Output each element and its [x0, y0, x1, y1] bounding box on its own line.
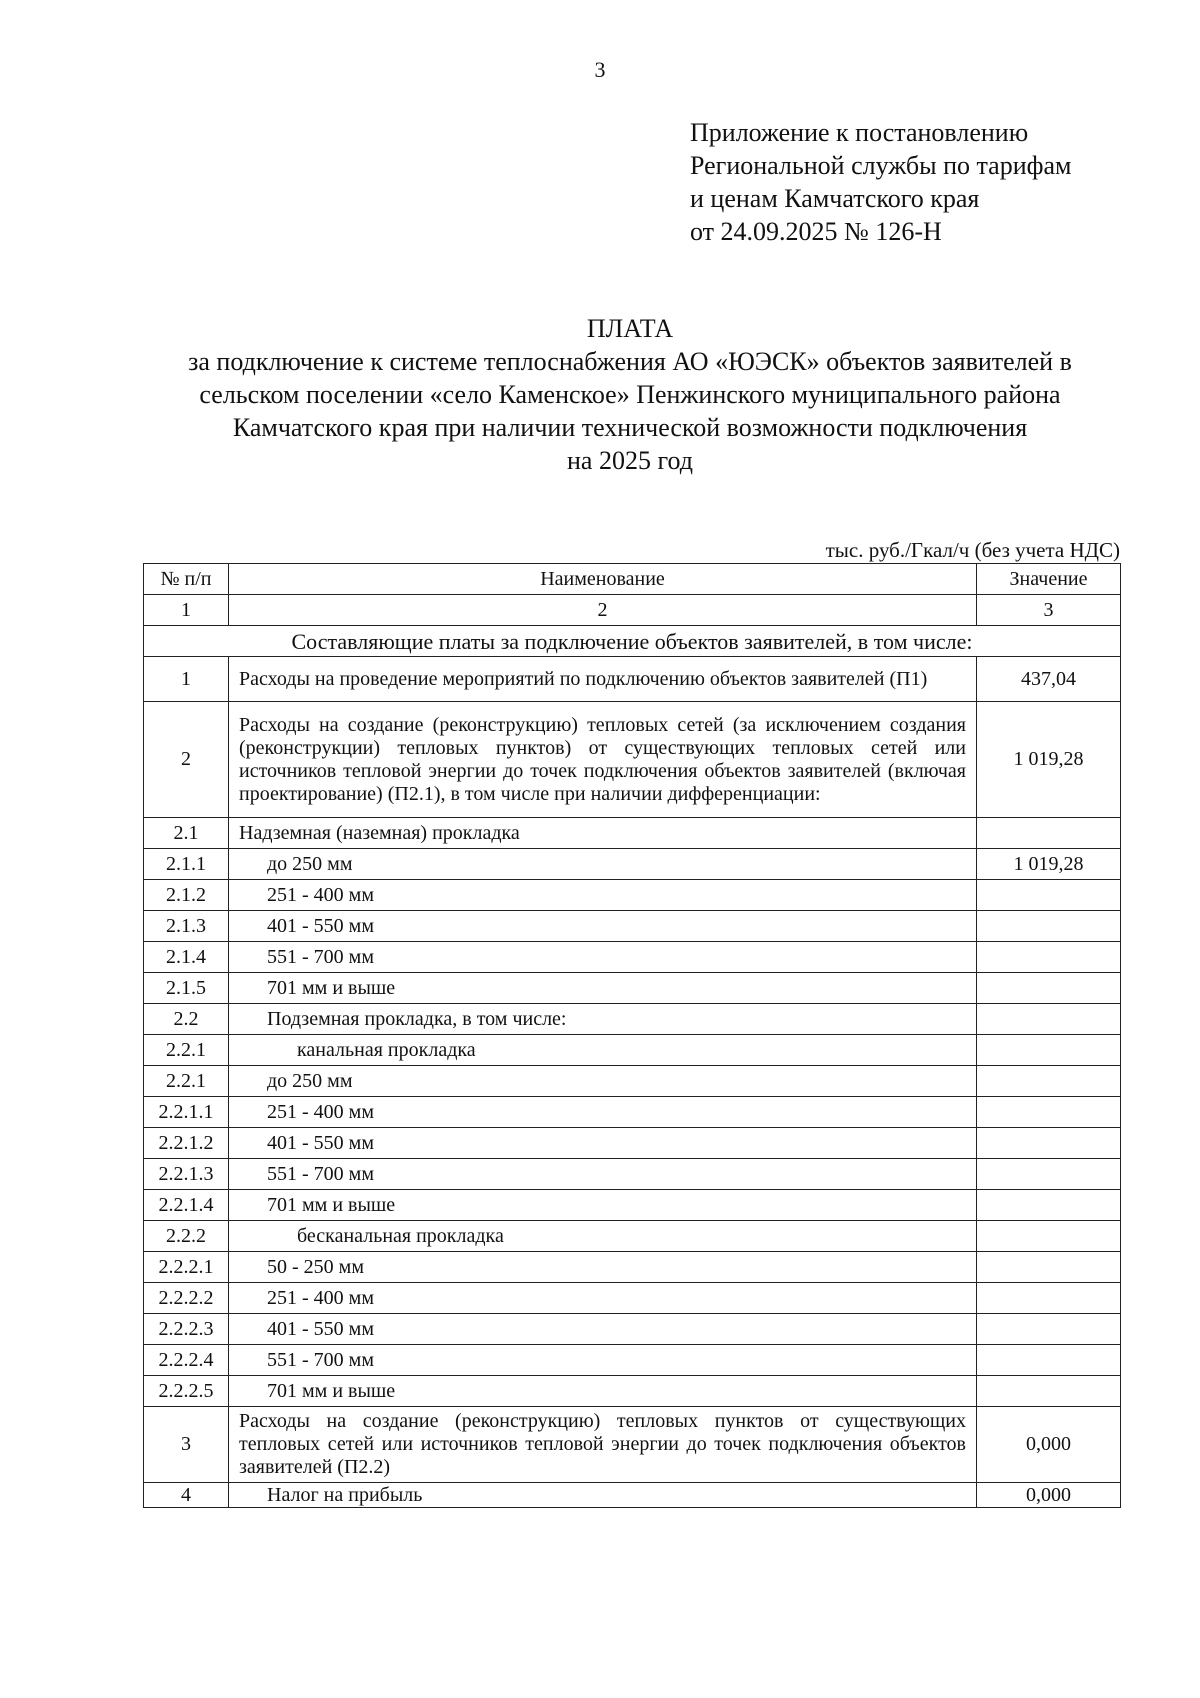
table-row — [144, 702, 1121, 818]
row-number: 2.1.1 — [144, 849, 229, 880]
table-row — [144, 973, 1121, 1004]
row-name: 251 - 400 мм — [229, 1283, 977, 1314]
row-value — [977, 1097, 1121, 1128]
row-name: 701 мм и выше — [229, 1376, 977, 1407]
table-row — [144, 1314, 1121, 1345]
document-title — [120, 312, 1140, 477]
row-name: до 250 мм — [229, 1066, 977, 1097]
table-row — [144, 1035, 1121, 1066]
table-row — [144, 1066, 1121, 1097]
row-value — [977, 818, 1121, 849]
table-row — [144, 1128, 1121, 1159]
row-value — [977, 880, 1121, 911]
row-name: до 250 мм — [229, 849, 977, 880]
row-name: Налог на прибыль — [229, 1483, 977, 1508]
table-row — [144, 1190, 1121, 1221]
row-name: 551 - 700 мм — [229, 942, 977, 973]
row-value — [977, 911, 1121, 942]
appendix-line: Приложение к постановлению — [690, 118, 1029, 147]
table-row — [144, 1159, 1121, 1190]
table-row — [144, 849, 1121, 880]
row-number: 4 — [144, 1483, 229, 1508]
row-number: 1 — [144, 657, 229, 702]
section-title: Составляющие платы за подключение объектов заявителей, в том числе: — [144, 626, 1121, 657]
row-name: канальная прокладка — [229, 1035, 977, 1066]
table-row — [144, 657, 1121, 702]
row-value — [977, 1376, 1121, 1407]
table-row — [144, 818, 1121, 849]
row-name: Расходы на создание (реконструкцию) тепловых пунктов от существующих тепловых сетей или источников тепловой энергии до точек подключения объектов заявителей (П2.2) — [229, 1407, 977, 1483]
row-value: 0,000 — [977, 1407, 1121, 1483]
section-row — [144, 626, 1121, 657]
table-row — [144, 1097, 1121, 1128]
row-name: 50 - 250 мм — [229, 1252, 977, 1283]
row-number: 2.2.2 — [144, 1221, 229, 1252]
table-header-row — [144, 564, 1121, 595]
row-name: 401 - 550 мм — [229, 911, 977, 942]
row-number: 2.2.1.3 — [144, 1159, 229, 1190]
row-name: 251 - 400 мм — [229, 1097, 977, 1128]
row-name: 701 мм и выше — [229, 1190, 977, 1221]
row-number: 2.1.5 — [144, 973, 229, 1004]
row-value — [977, 1221, 1121, 1252]
row-number: 3 — [144, 1407, 229, 1483]
row-name: Надземная (наземная) прокладка — [229, 818, 977, 849]
table-row — [144, 1221, 1121, 1252]
appendix-line: и ценам Камчатского края — [690, 184, 980, 213]
row-value — [977, 942, 1121, 973]
header-cell-name: Наименование — [229, 564, 977, 595]
row-value — [977, 1128, 1121, 1159]
table-row — [144, 1376, 1121, 1407]
row-value: 1 019,28 — [977, 702, 1121, 818]
row-number: 2.2.1.1 — [144, 1097, 229, 1128]
row-value — [977, 1283, 1121, 1314]
row-value — [977, 973, 1121, 1004]
column-number-cell: 1 — [144, 595, 229, 626]
row-value: 1 019,28 — [977, 849, 1121, 880]
column-number-row — [144, 595, 1121, 626]
table-row — [144, 1283, 1121, 1314]
row-value: 0,000 — [977, 1483, 1121, 1508]
row-name: бесканальная прокладка — [229, 1221, 977, 1252]
row-name: 551 - 700 мм — [229, 1345, 977, 1376]
row-name: Расходы на создание (реконструкцию) тепловых сетей (за исключением создания (реконструкции) тепловых пунктов) от существующих тепловых сетей или источников тепловой энергии до точек подключения объектов заявителей (включая проектирование) (П2.1), в том числе при наличии дифференциации: — [229, 702, 977, 818]
row-number: 2.1.3 — [144, 911, 229, 942]
column-number-cell: 2 — [229, 595, 977, 626]
appendix-line: Региональной службы по тарифам — [690, 151, 1072, 180]
table-row — [144, 911, 1121, 942]
row-value: 437,04 — [977, 657, 1121, 702]
table-row — [144, 1483, 1121, 1508]
header-cell-number: № п/п — [144, 564, 229, 595]
row-number: 2.2.1.4 — [144, 1190, 229, 1221]
title-line: Камчатского края при наличии технической возможности подключения — [232, 413, 1028, 442]
units-note: тыс. руб./Гкал/ч (без учета НДС) — [825, 538, 1120, 562]
page-number: 3 — [594, 57, 606, 82]
row-name: Подземная прокладка, в том числе: — [229, 1004, 977, 1035]
row-name: 551 - 700 мм — [229, 1159, 977, 1190]
row-number: 2.1.4 — [144, 942, 229, 973]
row-name: Расходы на проведение мероприятий по подключению объектов заявителей (П1) — [229, 657, 977, 702]
row-value — [977, 1345, 1121, 1376]
row-value — [977, 1252, 1121, 1283]
row-value — [977, 1066, 1121, 1097]
row-number: 2.2.2.1 — [144, 1252, 229, 1283]
table-row — [144, 1252, 1121, 1283]
row-value — [977, 1190, 1121, 1221]
fee-table — [143, 563, 1121, 1508]
table-row — [144, 942, 1121, 973]
row-name: 251 - 400 мм — [229, 880, 977, 911]
title-line: за подключение к системе теплоснабжения АО «ЮЭСК» объектов заявителей в — [188, 347, 1072, 376]
table-row — [144, 1345, 1121, 1376]
row-number: 2.2.1 — [144, 1066, 229, 1097]
row-number: 2.2.2.3 — [144, 1314, 229, 1345]
row-number: 2.2 — [144, 1004, 229, 1035]
row-name: 401 - 550 мм — [229, 1314, 977, 1345]
table-row — [144, 1407, 1121, 1483]
title-heading: ПЛАТА — [586, 314, 674, 343]
row-name: 401 - 550 мм — [229, 1128, 977, 1159]
row-number: 2.2.2.4 — [144, 1345, 229, 1376]
appendix-line: от 24.09.2025 № 126-Н — [690, 217, 942, 246]
row-number: 2.2.1.2 — [144, 1128, 229, 1159]
row-value — [977, 1159, 1121, 1190]
column-number-cell: 3 — [977, 595, 1121, 626]
row-number: 2 — [144, 702, 229, 818]
table-row — [144, 880, 1121, 911]
title-line: сельском поселении «село Каменское» Пенжинского муниципального района — [199, 380, 1061, 409]
row-number: 2.2.2.2 — [144, 1283, 229, 1314]
row-value — [977, 1004, 1121, 1035]
header-cell-value: Значение — [977, 564, 1121, 595]
row-number: 2.2.1 — [144, 1035, 229, 1066]
title-line: на 2025 год — [567, 446, 693, 475]
row-number: 2.1 — [144, 818, 229, 849]
row-number: 2.1.2 — [144, 880, 229, 911]
row-number: 2.2.2.5 — [144, 1376, 229, 1407]
row-value — [977, 1035, 1121, 1066]
appendix-note — [690, 116, 1071, 248]
table-row — [144, 1004, 1121, 1035]
row-value — [977, 1314, 1121, 1345]
row-name: 701 мм и выше — [229, 973, 977, 1004]
